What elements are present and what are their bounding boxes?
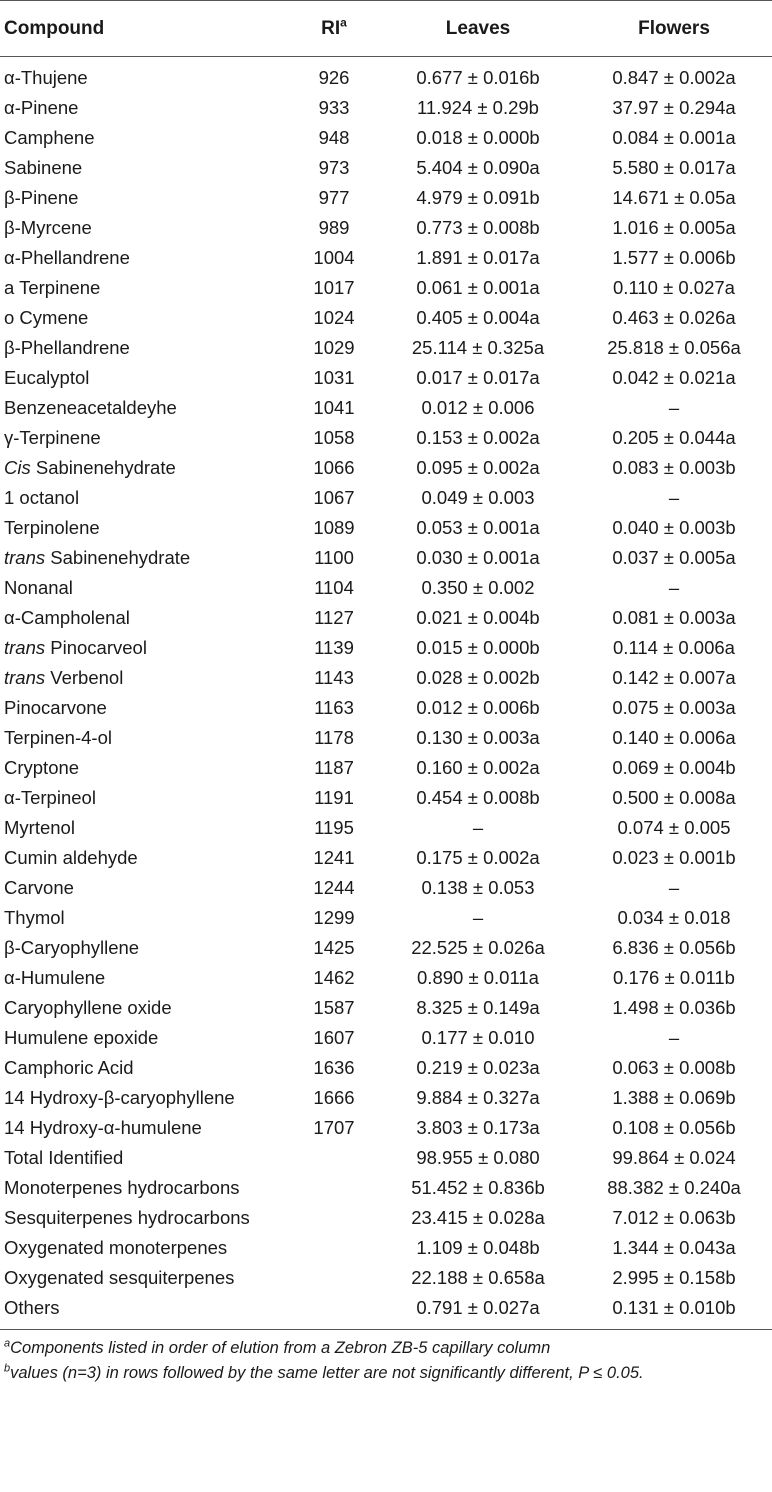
footnotes [0,1336,772,1386]
table-row [0,993,772,1023]
compound-name-cell [0,483,288,513]
compound-name-cell [0,1293,288,1330]
compound-name: Pinocarvone [4,697,107,718]
compound-name-cell [0,1053,288,1083]
compound-name-cell [0,363,288,393]
table-row [0,1293,772,1330]
flowers-value-cell: – [668,487,680,508]
retention-index-cell: 1029 [313,337,355,358]
table-row [0,93,772,123]
retention-index-cell: 933 [318,97,350,118]
retention-index-cell: 1067 [313,487,355,508]
leaves-value-cell: 0.012 ± 0.006 [421,397,535,418]
retention-index-cell: 989 [318,217,350,238]
leaves-value-cell: 0.454 ± 0.008b [416,787,540,808]
retention-index-cell: 1244 [313,877,355,898]
compound-name: α-Humulene [4,967,106,988]
retention-index-cell: 1187 [314,757,354,778]
compound-name-cell [0,213,288,243]
flowers-value-cell: 7.012 ± 0.063b [612,1207,736,1228]
leaves-value-cell: 0.053 ± 0.001a [416,517,540,538]
leaves-value-cell: 9.884 ± 0.327a [416,1087,540,1108]
leaves-value-cell: 0.021 ± 0.004b [416,607,540,628]
leaves-value-cell: 0.012 ± 0.006b [416,697,540,718]
leaves-value-cell: 0.018 ± 0.000b [416,127,540,148]
table-row [0,363,772,393]
flowers-value-cell: 0.081 ± 0.003a [612,607,736,628]
compound-name-prefix: trans [4,547,46,568]
leaves-value-cell: 11.924 ± 0.29b [417,97,539,118]
leaves-value-cell: 0.049 ± 0.003 [421,487,535,508]
retention-index-cell [288,1233,380,1263]
retention-index-cell [288,1173,380,1203]
retention-index-cell [288,1203,380,1233]
compound-name: Benzeneacetaldeyhe [4,397,177,418]
flowers-value-cell: 0.463 ± 0.026a [612,307,736,328]
table-row [0,783,772,813]
compound-name-cell [0,333,288,363]
compound-name-cell [0,423,288,453]
retention-index-cell: 1004 [313,247,355,268]
compound-name: β-Myrcene [4,217,92,238]
flowers-value-cell: 0.023 ± 0.001b [612,847,736,868]
table-row [0,513,772,543]
table-row [0,1023,772,1053]
flowers-value-cell: 0.074 ± 0.005 [617,817,731,838]
table-row [0,1113,772,1143]
compound-name-cell [0,1233,288,1263]
compound-name: Monoterpenes hydrocarbons [4,1177,240,1198]
retention-index-cell: 1241 [313,847,355,868]
flowers-value-cell: 6.836 ± 0.056b [612,937,736,958]
table-row [0,153,772,183]
leaves-value-cell: 0.773 ± 0.008b [416,217,540,238]
retention-index-cell [288,1263,380,1293]
compound-name-cell [0,453,288,483]
footnote-text: values (n=3) in rows followed by the same letter are not significantly different, P ≤ 0.05. [10,1364,644,1382]
compound-name-cell [0,303,288,333]
retention-index-cell [288,1293,380,1330]
compound-name-cell [0,513,288,543]
retention-index-cell: 1666 [313,1087,355,1108]
flowers-value-cell: 88.382 ± 0.240a [607,1177,741,1198]
compound-name-prefix: trans [4,637,46,658]
compound-name: Others [4,1297,60,1318]
leaves-value-cell: 0.017 ± 0.017a [416,367,540,388]
flowers-value-cell: 1.016 ± 0.005a [612,217,736,238]
compound-name-cell [0,57,288,94]
compound-name: Oxygenated monoterpenes [4,1237,228,1258]
compound-name: α-Campholenal [4,607,130,628]
flowers-value-cell: 1.498 ± 0.036b [612,997,736,1018]
table-row [0,1203,772,1233]
table-row [0,1173,772,1203]
footnote-marker: a [4,1337,11,1350]
leaves-value-cell: 1.109 ± 0.048b [416,1237,540,1258]
leaves-value-cell: 0.030 ± 0.001a [416,547,540,568]
compound-name-cell [0,1263,288,1293]
compound-name: 14 Hydroxy-β-caryophyllene [4,1087,235,1108]
leaves-value-cell: 0.175 ± 0.002a [416,847,540,868]
table-row [0,843,772,873]
table-row [0,633,772,663]
retention-index-cell: 1100 [314,547,354,568]
compound-name: Caryophyllene oxide [4,997,172,1018]
flowers-value-cell: – [668,577,680,598]
retention-index-cell: 1066 [313,457,355,478]
retention-index-cell: 1143 [314,667,354,688]
compound-name: β-Caryophyllene [4,937,140,958]
compound-name-cell [0,1203,288,1233]
compound-name: Terpinolene [4,517,100,538]
leaves-value-cell: 0.677 ± 0.016b [416,67,540,88]
retention-index-cell: 973 [318,157,350,178]
compound-name-cell [0,573,288,603]
retention-index-cell: 1024 [313,307,355,328]
table-row [0,693,772,723]
compound-name: Sesquiterpenes hydrocarbons [4,1207,250,1228]
flowers-value-cell: 0.205 ± 0.044a [612,427,736,448]
leaves-value-cell: 23.415 ± 0.028a [411,1207,545,1228]
compound-name-cell [0,393,288,423]
compound-name: α-Terpineol [4,787,96,808]
flowers-value-cell: 0.042 ± 0.021a [612,367,736,388]
table-row [0,453,772,483]
compound-name-cell [0,723,288,753]
compound-name: o Cymene [4,307,89,328]
leaves-value-cell: 5.404 ± 0.090a [416,157,540,178]
leaves-value-cell: 4.979 ± 0.091b [416,187,540,208]
compound-name: α-Thujene [4,67,88,88]
flowers-value-cell: 2.995 ± 0.158b [612,1267,736,1288]
retention-index-cell: 1587 [313,997,355,1018]
leaves-value-cell: 0.160 ± 0.002a [416,757,540,778]
compound-name-cell [0,243,288,273]
retention-index-cell: 1058 [313,427,355,448]
compound-name-cell [0,1083,288,1113]
table-row [0,663,772,693]
compound-name: 1 octanol [4,487,80,508]
header-compound: Compound [0,1,288,57]
retention-index-cell: 1299 [313,907,355,928]
compound-name: Myrtenol [4,817,75,838]
flowers-value-cell: 0.176 ± 0.011b [613,967,735,988]
compound-name-cell [0,933,288,963]
retention-index-cell: 1191 [314,787,354,808]
leaves-value-cell: 22.525 ± 0.026a [411,937,545,958]
leaves-value-cell: 0.791 ± 0.027a [380,1293,576,1330]
compound-name: Total Identified [4,1147,124,1168]
compound-name-cell [0,963,288,993]
retention-index-cell: 1104 [314,577,354,598]
compound-name-cell [0,903,288,933]
table-row [0,753,772,783]
table-row [0,723,772,753]
retention-index-cell: 1163 [314,697,354,718]
leaves-value-cell: 25.114 ± 0.325a [411,337,545,358]
compound-name-cell [0,633,288,663]
compound-name: Sabinenehydrate [30,457,176,478]
retention-index-cell [288,1143,380,1173]
compound-name-cell [0,543,288,573]
retention-index-cell: 948 [318,127,350,148]
leaves-value-cell: 0.138 ± 0.053 [421,877,535,898]
leaves-value-cell: 0.028 ± 0.002b [416,667,540,688]
compound-name: Eucalyptol [4,367,90,388]
flowers-value-cell: – [668,397,680,418]
retention-index-cell: 1127 [314,607,354,628]
header-ri [288,1,380,57]
table-row [0,813,772,843]
compound-name-cell [0,843,288,873]
retention-index-cell: 1707 [313,1117,355,1138]
compound-name-cell [0,1113,288,1143]
compound-name: Verbenol [45,667,124,688]
flowers-value-cell: 37.97 ± 0.294a [612,97,736,118]
compound-name: Sabinenehydrate [45,547,191,568]
table-row [0,243,772,273]
compound-name: Thymol [4,907,65,928]
flowers-value-cell: 5.580 ± 0.017a [612,157,736,178]
leaves-value-cell: 0.015 ± 0.000b [416,637,540,658]
table-row [0,933,772,963]
table-row [0,393,772,423]
flowers-value-cell: 0.108 ± 0.056b [612,1117,736,1138]
compound-name-cell [0,273,288,303]
table-row [0,873,772,903]
compound-name-prefix: Cis [4,457,31,478]
header-leaves: Leaves [380,1,576,57]
flowers-value-cell: 0.083 ± 0.003b [612,457,736,478]
table-row [0,423,772,453]
table-row [0,183,772,213]
table-row [0,903,772,933]
footnote-marker: b [4,1362,11,1375]
table-row [0,1233,772,1263]
leaves-value-cell: 8.325 ± 0.149a [416,997,540,1018]
compound-name-cell [0,753,288,783]
flowers-value-cell: – [668,877,680,898]
compound-name: Cumin aldehyde [4,847,138,868]
compound-name-cell [0,663,288,693]
compound-name-cell [0,183,288,213]
header-flowers: Flowers [576,1,772,57]
flowers-value-cell: 99.864 ± 0.024 [612,1147,736,1168]
flowers-value-cell: 25.818 ± 0.056a [607,337,741,358]
compound-name: β-Pinene [4,187,79,208]
table-row [0,573,772,603]
retention-index-cell: 1031 [313,367,355,388]
table-row [0,1083,772,1113]
flowers-value-cell: 1.577 ± 0.006b [612,247,736,268]
retention-index-cell: 926 [318,67,350,88]
footnote [4,1336,772,1361]
table-row [0,57,772,94]
leaves-value-cell: 0.095 ± 0.002a [416,457,540,478]
table-row [0,603,772,633]
retention-index-cell: 1139 [314,637,354,658]
table-row [0,1143,772,1173]
compound-name-cell [0,693,288,723]
compound-name: Carvone [4,877,74,898]
retention-index-cell: 1089 [313,517,355,538]
flowers-value-cell: 0.084 ± 0.001a [612,127,736,148]
compound-name: Cryptone [4,757,80,778]
table-row [0,303,772,333]
compound-name: a Terpinene [4,277,101,298]
compound-name-cell [0,603,288,633]
leaves-value-cell: 0.177 ± 0.010 [421,1027,535,1048]
compound-name-cell [0,813,288,843]
compound-name: γ-Terpinene [4,427,101,448]
leaves-value-cell: 3.803 ± 0.173a [416,1117,540,1138]
flowers-value-cell: – [668,1027,680,1048]
flowers-value-cell: 0.037 ± 0.005a [612,547,736,568]
flowers-value-cell: 0.069 ± 0.004b [612,757,736,778]
compound-name: Nonanal [4,577,73,598]
table-row [0,123,772,153]
table-row [0,1263,772,1293]
footnote-text: Components listed in order of elution from a Zebron ZB-5 capillary column [10,1339,551,1357]
flowers-value-cell: 1.388 ± 0.069b [612,1087,736,1108]
compound-name: Camphene [4,127,95,148]
compound-name: Camphoric Acid [4,1057,134,1078]
header-ri-footnote-marker: a [340,15,347,30]
retention-index-cell: 1041 [313,397,355,418]
compound-name: β-Phellandrene [4,337,130,358]
footnote [4,1361,772,1386]
compound-name-cell [0,1173,288,1203]
retention-index-cell: 1462 [313,967,355,988]
compound-name-cell [0,783,288,813]
compound-name-prefix: trans [4,667,46,688]
retention-index-cell: 1195 [314,817,354,838]
compound-name-cell [0,93,288,123]
flowers-value-cell: 1.344 ± 0.043a [612,1237,736,1258]
compound-name: α-Phellandrene [4,247,130,268]
leaves-value-cell: 0.153 ± 0.002a [416,427,540,448]
leaves-value-cell: 0.061 ± 0.001a [416,277,540,298]
retention-index-cell: 1425 [313,937,355,958]
leaves-value-cell: 0.890 ± 0.011a [417,967,539,988]
retention-index-cell: 1636 [313,1057,355,1078]
table-row [0,213,772,243]
table-body [0,57,772,1330]
leaves-value-cell: 98.955 ± 0.080 [416,1147,540,1168]
flowers-value-cell: 0.114 ± 0.006a [613,637,735,658]
leaves-value-cell: 0.130 ± 0.003a [416,727,540,748]
flowers-value-cell: 0.063 ± 0.008b [612,1057,736,1078]
flowers-value-cell: 0.075 ± 0.003a [612,697,736,718]
leaves-value-cell: – [472,817,484,838]
flowers-value-cell: 0.040 ± 0.003b [612,517,736,538]
table-row [0,1053,772,1083]
compound-name-cell [0,1143,288,1173]
header-ri-label: RI [321,17,341,39]
table-row [0,483,772,513]
compound-name: α-Pinene [4,97,79,118]
compound-name-cell [0,1023,288,1053]
leaves-value-cell: – [472,907,484,928]
compound-name: Sabinene [4,157,83,178]
flowers-value-cell: 14.671 ± 0.05a [612,187,736,208]
flowers-value-cell: 0.847 ± 0.002a [612,67,736,88]
flowers-value-cell: 0.142 ± 0.007a [612,667,736,688]
compound-name: 14 Hydroxy-α-humulene [4,1117,202,1138]
table-row [0,273,772,303]
table-row [0,333,772,363]
compound-name-cell [0,153,288,183]
retention-index-cell: 1017 [313,277,355,298]
flowers-value-cell: 0.131 ± 0.010b [576,1293,772,1330]
leaves-value-cell: 1.891 ± 0.017a [416,247,540,268]
leaves-value-cell: 51.452 ± 0.836b [411,1177,545,1198]
table-row [0,963,772,993]
leaves-value-cell: 0.350 ± 0.002 [421,577,535,598]
flowers-value-cell: 0.140 ± 0.006a [612,727,736,748]
compound-name-cell [0,873,288,903]
flowers-value-cell: 0.110 ± 0.027a [613,277,735,298]
compound-name: Oxygenated sesquiterpenes [4,1267,235,1288]
table-row [0,543,772,573]
retention-index-cell: 1178 [314,727,354,748]
header-row [0,1,772,57]
compound-name: Terpinen-4-ol [4,727,112,748]
flowers-value-cell: 0.034 ± 0.018 [617,907,731,928]
compound-name: Humulene epoxide [4,1027,159,1048]
retention-index-cell: 1607 [313,1027,355,1048]
compound-name: Pinocarveol [45,637,147,658]
compound-name-cell [0,123,288,153]
leaves-value-cell: 0.405 ± 0.004a [416,307,540,328]
compound-name-cell [0,993,288,1023]
flowers-value-cell: 0.500 ± 0.008a [612,787,736,808]
retention-index-cell: 977 [318,187,350,208]
leaves-value-cell: 0.219 ± 0.023a [416,1057,540,1078]
leaves-value-cell: 22.188 ± 0.658a [411,1267,545,1288]
